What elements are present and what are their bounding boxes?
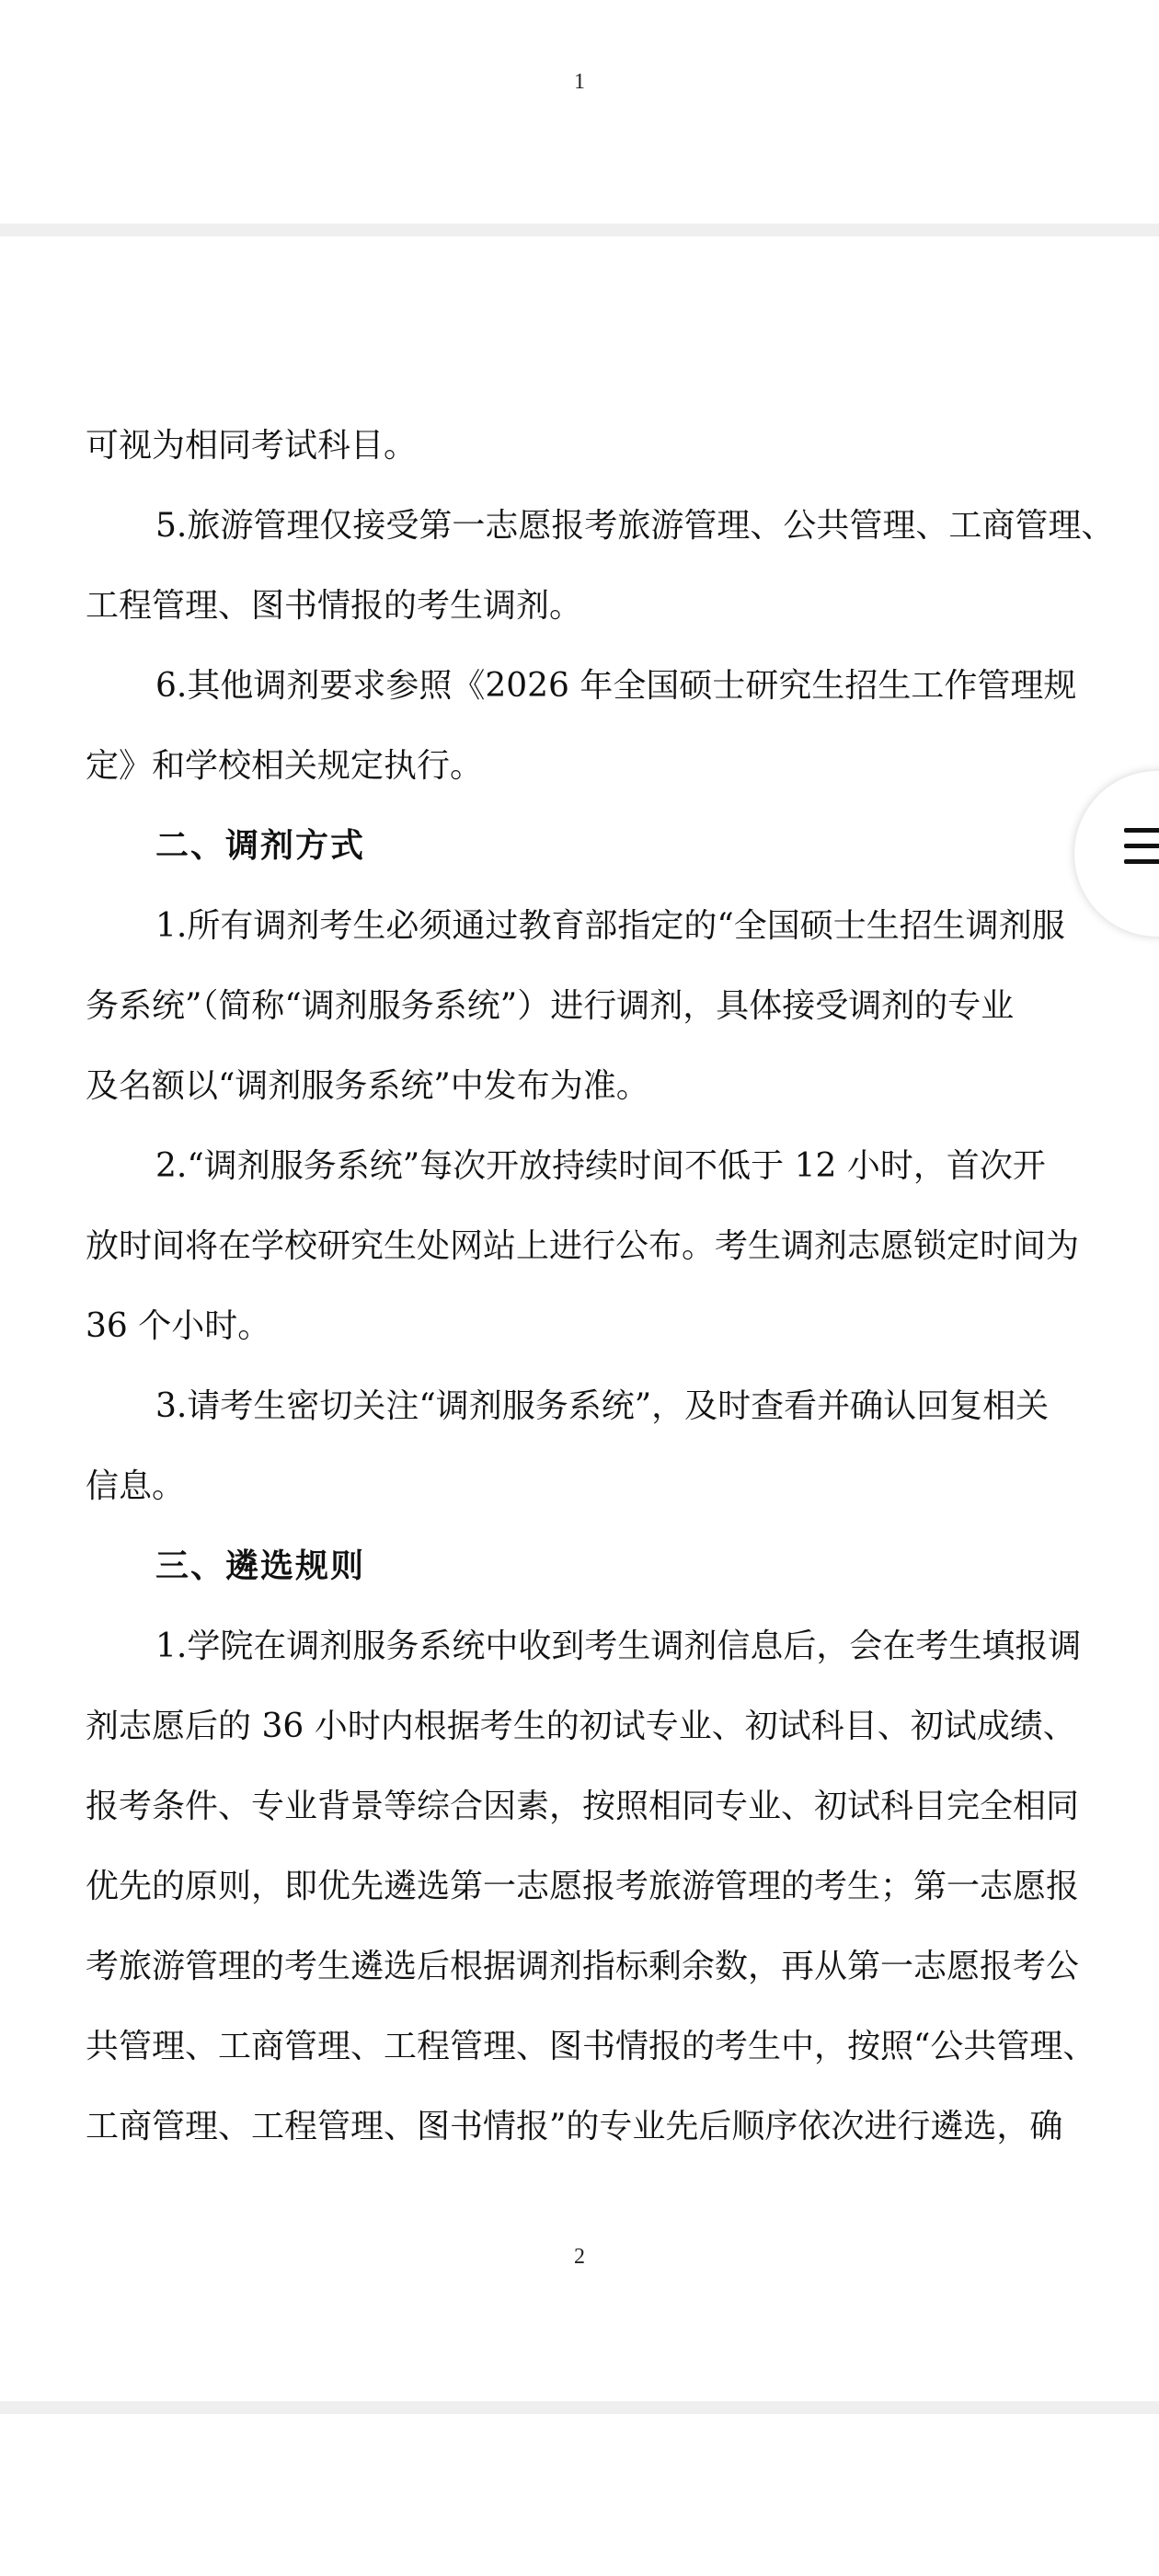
page-number: 2 (574, 2245, 585, 2269)
paragraph-line: 剂志愿后的 36 小时内根据考生的初试专业、初试科目、初试成绩、 (86, 1708, 1076, 1745)
page-divider (0, 224, 1159, 236)
menu-icon (1124, 828, 1159, 865)
paragraph-line: 考旅游管理的考生遴选后根据调剂指标剩余数，再从第一志愿报考公 (86, 1948, 1080, 1985)
paragraph-line: 信息。 (86, 1467, 186, 1505)
paragraph-line: 3.请考生密切关注“调剂服务系统”，及时查看并确认回复相关 (155, 1387, 1050, 1425)
paragraph-line: 工程管理、图书情报的考生调剂。 (86, 587, 583, 625)
paragraph-line: 共管理、工商管理、工程管理、图书情报的考生中，按照“公共管理、 (86, 2028, 1096, 2065)
paragraph-line: 1.学院在调剂服务系统中收到考生调剂信息后，会在考生填报调 (155, 1627, 1082, 1665)
floating-menu-button[interactable] (1074, 771, 1159, 937)
paragraph-line: 5.旅游管理仅接受第一志愿报考旅游管理、公共管理、工商管理、 (155, 507, 1115, 545)
paragraph-line: 工商管理、工程管理、图书情报”的专业先后顺序依次进行遴选，确 (86, 2108, 1063, 2145)
paragraph-line: 2.“调剂服务系统”每次开放持续时间不低于 12 小时，首次开 (155, 1147, 1046, 1185)
section-heading: 三、遴选规则 (155, 1547, 366, 1585)
paragraph-line: 务系统”（简称“调剂服务系统”）进行调剂，具体接受调剂的专业 (86, 987, 1015, 1025)
paragraph-line: 1.所有调剂考生必须通过教育部指定的“全国硕士生招生调剂服 (155, 907, 1065, 945)
paragraph-line: 定》和学校相关规定执行。 (86, 747, 484, 785)
paragraph-line: 放时间将在学校研究生处网站上进行公布。考生调剂志愿锁定时间为 (86, 1227, 1080, 1265)
section-heading: 二、调剂方式 (155, 827, 366, 865)
paragraph-line: 6.其他调剂要求参照《2026 年全国硕士研究生招生工作管理规 (155, 667, 1077, 705)
page-number: 1 (574, 70, 585, 94)
page-divider (0, 2401, 1159, 2414)
paragraph-line: 报考条件、专业背景等综合因素，按照相同专业、初试科目完全相同 (86, 1788, 1080, 1825)
paragraph-line: 36 个小时。 (86, 1307, 271, 1345)
paragraph-line: 及名额以“调剂服务系统”中发布为准。 (86, 1067, 649, 1105)
paragraph-line: 可视为相同考试科目。 (86, 427, 418, 465)
paragraph-line: 优先的原则，即优先遴选第一志愿报考旅游管理的考生；第一志愿报 (86, 1868, 1080, 1905)
